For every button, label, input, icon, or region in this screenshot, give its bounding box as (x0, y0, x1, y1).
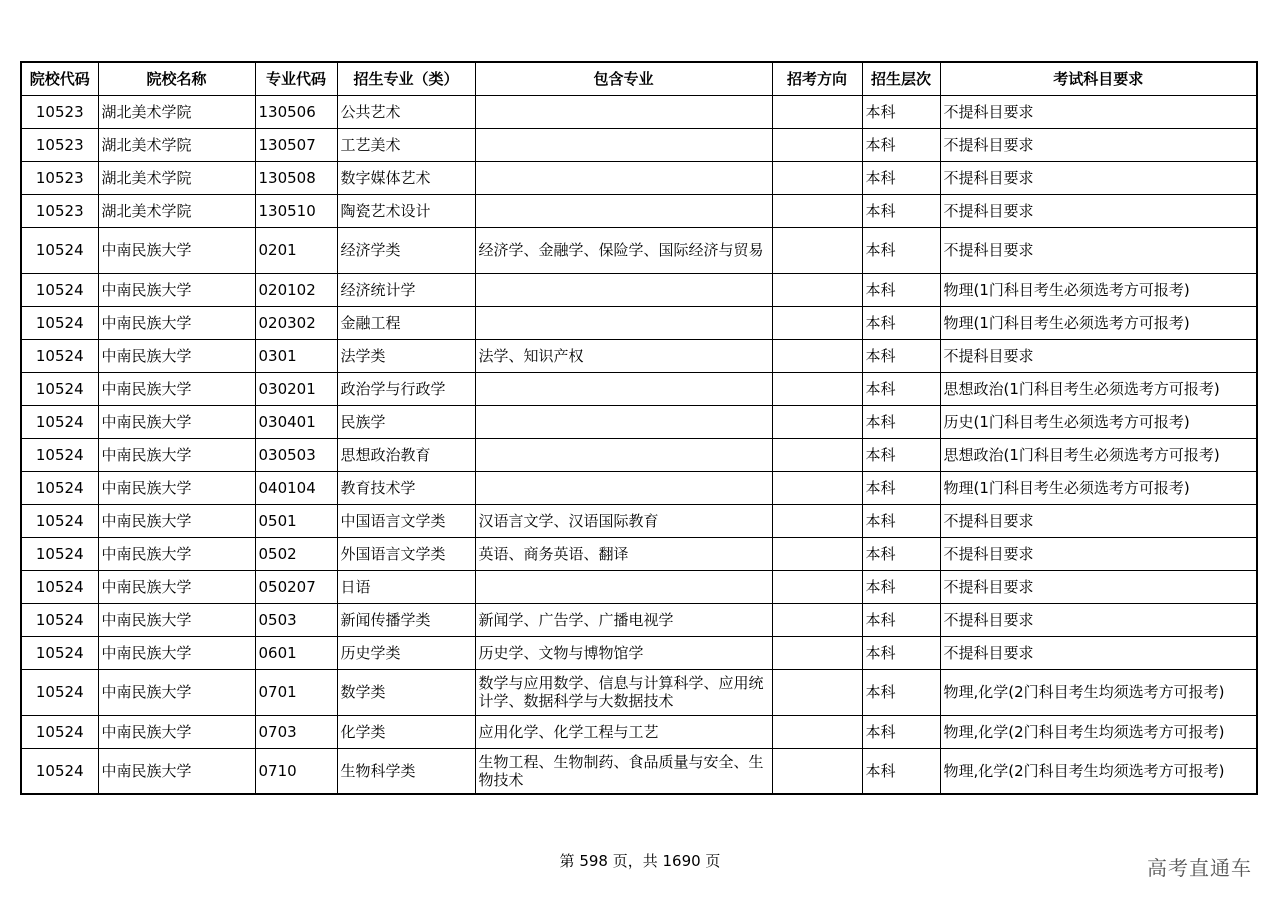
major-code-cell: 0710 (255, 748, 337, 794)
direction-cell (772, 372, 862, 405)
subject-requirements-cell: 物理(1门科目考生必须选考方可报考) (940, 471, 1257, 504)
major-code-cell: 0501 (255, 504, 337, 537)
subject-requirements-cell: 不提科目要求 (940, 636, 1257, 669)
major-cell: 历史学类 (337, 636, 475, 669)
direction-cell (772, 405, 862, 438)
major-code-cell: 0701 (255, 669, 337, 715)
page-number: 第 598 页，共 1690 页 (559, 852, 721, 870)
major-code-cell: 030201 (255, 372, 337, 405)
included-majors-cell: 经济学、金融学、保险学、国际经济与贸易 (475, 227, 772, 273)
included-majors-cell: 新闻学、广告学、广播电视学 (475, 603, 772, 636)
major-cell: 经济统计学 (337, 273, 475, 306)
subject-requirements-cell: 不提科目要求 (940, 504, 1257, 537)
major-cell: 教育技术学 (337, 471, 475, 504)
major-code-cell: 050207 (255, 570, 337, 603)
school-name-cell: 中南民族大学 (98, 438, 255, 471)
level-cell: 本科 (862, 748, 940, 794)
major-cell: 数学类 (337, 669, 475, 715)
school-code-cell: 10524 (21, 669, 98, 715)
school-code-cell: 10524 (21, 438, 98, 471)
major-cell: 化学类 (337, 715, 475, 748)
school-code-cell: 10524 (21, 372, 98, 405)
direction-cell (772, 603, 862, 636)
school-name-cell: 中南民族大学 (98, 715, 255, 748)
included-majors-cell: 法学、知识产权 (475, 339, 772, 372)
major-code-cell: 0201 (255, 227, 337, 273)
included-majors-cell (475, 161, 772, 194)
header-major: 招生专业（类） (337, 62, 475, 95)
school-code-cell: 10524 (21, 227, 98, 273)
table-row (21, 603, 1257, 636)
table-row (21, 636, 1257, 669)
direction-cell (772, 194, 862, 227)
major-code-cell: 130507 (255, 128, 337, 161)
major-cell: 工艺美术 (337, 128, 475, 161)
watermark: 高考直通车 (1147, 856, 1252, 880)
school-code-cell: 10524 (21, 471, 98, 504)
included-majors-cell (475, 128, 772, 161)
direction-cell (772, 227, 862, 273)
major-code-cell: 130510 (255, 194, 337, 227)
major-cell: 民族学 (337, 405, 475, 438)
direction-cell (772, 161, 862, 194)
subject-requirements-cell: 不提科目要求 (940, 128, 1257, 161)
major-code-cell: 020102 (255, 273, 337, 306)
school-name-cell: 中南民族大学 (98, 306, 255, 339)
major-code-cell: 130506 (255, 95, 337, 128)
table-row (21, 128, 1257, 161)
school-code-cell: 10523 (21, 161, 98, 194)
header-major-code: 专业代码 (255, 62, 337, 95)
direction-cell (772, 95, 862, 128)
major-code-cell: 020302 (255, 306, 337, 339)
header-school-name: 院校名称 (98, 62, 255, 95)
school-name-cell: 湖北美术学院 (98, 161, 255, 194)
table-row (21, 339, 1257, 372)
included-majors-cell (475, 438, 772, 471)
school-code-cell: 10524 (21, 339, 98, 372)
subject-requirements-cell: 物理(1门科目考生必须选考方可报考) (940, 273, 1257, 306)
table-row (21, 95, 1257, 128)
table-header (21, 62, 1257, 95)
school-code-cell: 10524 (21, 636, 98, 669)
included-majors-cell (475, 306, 772, 339)
subject-requirements-cell: 物理,化学(2门科目考生均须选考方可报考) (940, 748, 1257, 794)
school-name-cell: 湖北美术学院 (98, 194, 255, 227)
subject-requirements-cell: 物理,化学(2门科目考生均须选考方可报考) (940, 715, 1257, 748)
included-majors-cell (475, 471, 772, 504)
major-code-cell: 0601 (255, 636, 337, 669)
level-cell: 本科 (862, 128, 940, 161)
included-majors-cell (475, 405, 772, 438)
school-name-cell: 中南民族大学 (98, 372, 255, 405)
direction-cell (772, 504, 862, 537)
subject-requirements-cell: 不提科目要求 (940, 603, 1257, 636)
included-majors-cell: 汉语言文学、汉语国际教育 (475, 504, 772, 537)
school-name-cell: 中南民族大学 (98, 273, 255, 306)
admissions-table (20, 61, 1258, 795)
school-code-cell: 10524 (21, 273, 98, 306)
school-code-cell: 10523 (21, 95, 98, 128)
school-code-cell: 10523 (21, 194, 98, 227)
table-row (21, 306, 1257, 339)
school-name-cell: 中南民族大学 (98, 603, 255, 636)
school-code-cell: 10524 (21, 504, 98, 537)
subject-requirements-cell: 思想政治(1门科目考生必须选考方可报考) (940, 372, 1257, 405)
major-code-cell: 030401 (255, 405, 337, 438)
direction-cell (772, 128, 862, 161)
included-majors-cell (475, 194, 772, 227)
major-code-cell: 0503 (255, 603, 337, 636)
direction-cell (772, 669, 862, 715)
school-name-cell: 中南民族大学 (98, 339, 255, 372)
school-name-cell: 中南民族大学 (98, 537, 255, 570)
header-direction: 招考方向 (772, 62, 862, 95)
major-cell: 外国语言文学类 (337, 537, 475, 570)
included-majors-cell (475, 95, 772, 128)
major-cell: 数字媒体艺术 (337, 161, 475, 194)
table-row (21, 715, 1257, 748)
school-code-cell: 10523 (21, 128, 98, 161)
table-row (21, 570, 1257, 603)
level-cell: 本科 (862, 669, 940, 715)
direction-cell (772, 339, 862, 372)
major-cell: 金融工程 (337, 306, 475, 339)
subject-requirements-cell: 思想政治(1门科目考生必须选考方可报考) (940, 438, 1257, 471)
school-code-cell: 10524 (21, 405, 98, 438)
school-name-cell: 中南民族大学 (98, 570, 255, 603)
subject-requirements-cell: 不提科目要求 (940, 227, 1257, 273)
table-row (21, 161, 1257, 194)
included-majors-cell (475, 570, 772, 603)
direction-cell (772, 537, 862, 570)
level-cell: 本科 (862, 603, 940, 636)
major-cell: 思想政治教育 (337, 438, 475, 471)
school-name-cell: 中南民族大学 (98, 669, 255, 715)
header-level: 招生层次 (862, 62, 940, 95)
major-cell: 经济学类 (337, 227, 475, 273)
table-row (21, 438, 1257, 471)
major-code-cell: 030503 (255, 438, 337, 471)
header-school-code: 院校代码 (21, 62, 98, 95)
school-code-cell: 10524 (21, 715, 98, 748)
level-cell: 本科 (862, 194, 940, 227)
level-cell: 本科 (862, 570, 940, 603)
major-code-cell: 130508 (255, 161, 337, 194)
included-majors-cell (475, 273, 772, 306)
major-code-cell: 0502 (255, 537, 337, 570)
table-row (21, 537, 1257, 570)
included-majors-cell: 英语、商务英语、翻译 (475, 537, 772, 570)
included-majors-cell (475, 372, 772, 405)
major-code-cell: 0301 (255, 339, 337, 372)
school-code-cell: 10524 (21, 570, 98, 603)
table-row (21, 273, 1257, 306)
level-cell: 本科 (862, 504, 940, 537)
school-name-cell: 中南民族大学 (98, 636, 255, 669)
level-cell: 本科 (862, 273, 940, 306)
level-cell: 本科 (862, 95, 940, 128)
level-cell: 本科 (862, 715, 940, 748)
subject-requirements-cell: 不提科目要求 (940, 161, 1257, 194)
table-row (21, 471, 1257, 504)
level-cell: 本科 (862, 372, 940, 405)
direction-cell (772, 748, 862, 794)
header-row (21, 62, 1257, 95)
included-majors-cell: 生物工程、生物制药、食品质量与安全、生物技术 (475, 748, 772, 794)
school-name-cell: 中南民族大学 (98, 405, 255, 438)
included-majors-cell: 应用化学、化学工程与工艺 (475, 715, 772, 748)
subject-requirements-cell: 历史(1门科目考生必须选考方可报考) (940, 405, 1257, 438)
table-row (21, 504, 1257, 537)
subject-requirements-cell: 物理,化学(2门科目考生均须选考方可报考) (940, 669, 1257, 715)
table-row (21, 372, 1257, 405)
table-row (21, 227, 1257, 273)
level-cell: 本科 (862, 438, 940, 471)
level-cell: 本科 (862, 339, 940, 372)
header-included-majors: 包含专业 (475, 62, 772, 95)
school-name-cell: 中南民族大学 (98, 227, 255, 273)
major-cell: 生物科学类 (337, 748, 475, 794)
subject-requirements-cell: 不提科目要求 (940, 537, 1257, 570)
table-row (21, 405, 1257, 438)
direction-cell (772, 715, 862, 748)
level-cell: 本科 (862, 636, 940, 669)
school-code-cell: 10524 (21, 603, 98, 636)
level-cell: 本科 (862, 227, 940, 273)
school-code-cell: 10524 (21, 537, 98, 570)
direction-cell (772, 273, 862, 306)
table-row (21, 669, 1257, 715)
subject-requirements-cell: 不提科目要求 (940, 339, 1257, 372)
included-majors-cell: 数学与应用数学、信息与计算科学、应用统计学、数据科学与大数据技术 (475, 669, 772, 715)
table-row (21, 194, 1257, 227)
school-name-cell: 中南民族大学 (98, 471, 255, 504)
major-cell: 公共艺术 (337, 95, 475, 128)
header-subject-requirements: 考试科目要求 (940, 62, 1257, 95)
level-cell: 本科 (862, 471, 940, 504)
table-row (21, 748, 1257, 794)
direction-cell (772, 570, 862, 603)
school-name-cell: 湖北美术学院 (98, 95, 255, 128)
level-cell: 本科 (862, 161, 940, 194)
major-cell: 法学类 (337, 339, 475, 372)
major-cell: 新闻传播学类 (337, 603, 475, 636)
school-name-cell: 中南民族大学 (98, 748, 255, 794)
direction-cell (772, 306, 862, 339)
major-cell: 日语 (337, 570, 475, 603)
direction-cell (772, 636, 862, 669)
direction-cell (772, 438, 862, 471)
school-code-cell: 10524 (21, 306, 98, 339)
subject-requirements-cell: 不提科目要求 (940, 95, 1257, 128)
school-code-cell: 10524 (21, 748, 98, 794)
major-code-cell: 040104 (255, 471, 337, 504)
major-cell: 中国语言文学类 (337, 504, 475, 537)
major-code-cell: 0703 (255, 715, 337, 748)
level-cell: 本科 (862, 537, 940, 570)
subject-requirements-cell: 不提科目要求 (940, 194, 1257, 227)
included-majors-cell: 历史学、文物与博物馆学 (475, 636, 772, 669)
level-cell: 本科 (862, 306, 940, 339)
subject-requirements-cell: 不提科目要求 (940, 570, 1257, 603)
direction-cell (772, 471, 862, 504)
major-cell: 陶瓷艺术设计 (337, 194, 475, 227)
school-name-cell: 中南民族大学 (98, 504, 255, 537)
school-name-cell: 湖北美术学院 (98, 128, 255, 161)
subject-requirements-cell: 物理(1门科目考生必须选考方可报考) (940, 306, 1257, 339)
major-cell: 政治学与行政学 (337, 372, 475, 405)
table-body (21, 95, 1257, 794)
level-cell: 本科 (862, 405, 940, 438)
